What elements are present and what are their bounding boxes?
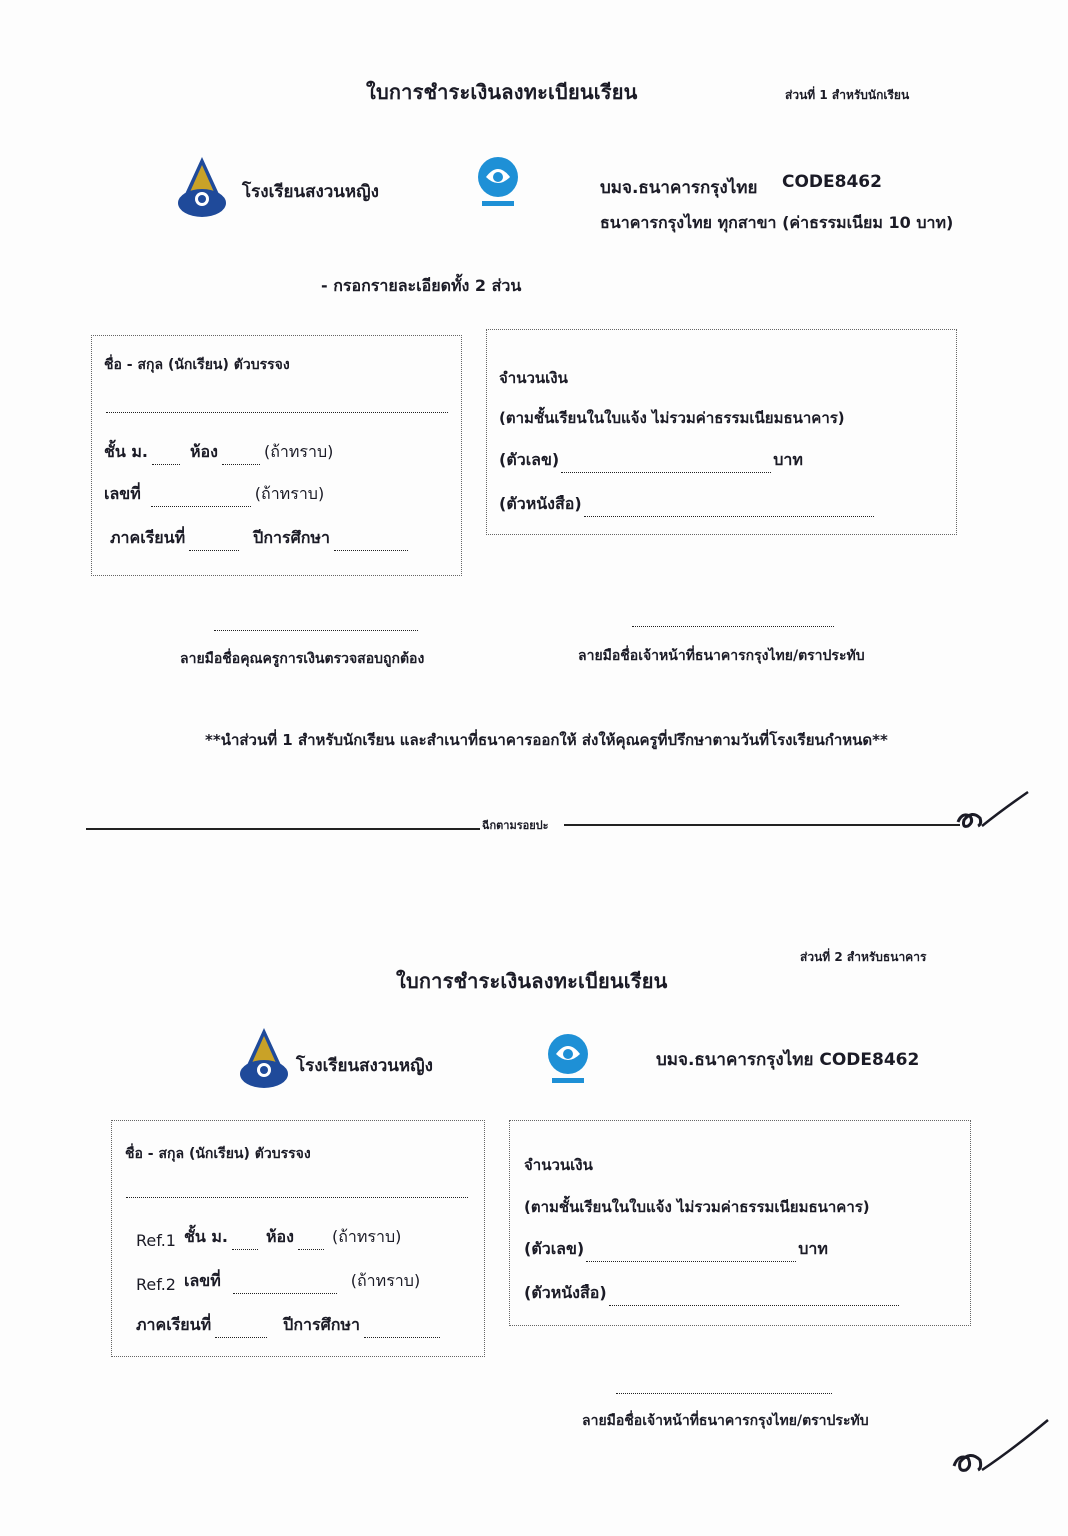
number-if-known: (ถ้าทราบ) xyxy=(350,1271,421,1290)
ref2-label: Ref.2 xyxy=(136,1275,176,1294)
part2-bank-name: บมจ.ธนาคารกรุงไทย CODE8462 xyxy=(656,1050,920,1070)
cut-line-right xyxy=(564,824,960,826)
amount-label: จำนวนเงิน xyxy=(524,1156,593,1174)
name-label: ชื่อ - สกุล (นักเรียน) ตัวบรรจง xyxy=(104,357,290,373)
room-field[interactable] xyxy=(222,450,260,465)
year-label: ปีการศึกษา xyxy=(283,1315,360,1334)
digits-label: (ตัวเลข) xyxy=(499,450,560,469)
part2-student-box xyxy=(111,1120,485,1357)
bank-signature-line[interactable] xyxy=(632,626,834,627)
amount-note: (ตามชั้นเรียนในใบแจ้ง ไม่รวมค่าธรรมเนียมธนาคาร) xyxy=(499,409,845,427)
part2-label: ส่วนที่ 2 สำหรับธนาคาร xyxy=(800,950,927,964)
class-label: ชั้น ม. xyxy=(183,1227,228,1246)
school-logo-icon xyxy=(236,1026,292,1090)
room-label: ห้อง xyxy=(265,1227,294,1246)
semester-label: ภาคเรียนที่ xyxy=(136,1315,212,1334)
words-label: (ตัวหนังสือ) xyxy=(524,1283,607,1302)
year-field[interactable] xyxy=(364,1323,440,1338)
name-field[interactable] xyxy=(106,412,448,413)
part2-title: ใบการชำระเงินลงทะเบียนเรียน xyxy=(396,969,668,993)
words-field[interactable] xyxy=(584,502,874,517)
ref1-label: Ref.1 xyxy=(136,1231,176,1250)
part2-school-name: โรงเรียนสงวนหญิง xyxy=(296,1056,433,1076)
teacher-signature-line[interactable] xyxy=(214,630,418,631)
digits-field[interactable] xyxy=(561,458,771,473)
part1-amount-box xyxy=(486,329,957,535)
part1-bank-name: บมจ.ธนาคารกรุงไทย xyxy=(600,178,758,198)
number-field[interactable] xyxy=(233,1279,337,1294)
name-field[interactable] xyxy=(126,1197,468,1198)
digits-label: (ตัวเลข) xyxy=(524,1239,585,1258)
room-field[interactable] xyxy=(298,1235,324,1250)
semester-field[interactable] xyxy=(189,536,239,551)
part1-bank-branches: ธนาคารกรุงไทย ทุกสาขา (ค่าธรรมเนียม 10 บาท) xyxy=(600,213,954,232)
bank-signature-line[interactable] xyxy=(616,1393,832,1394)
class-field[interactable] xyxy=(152,450,180,465)
baht-label: บาท xyxy=(773,450,803,469)
number-label: เลขที่ xyxy=(104,484,141,503)
room-if-known: (ถ้าทราบ) xyxy=(331,1227,402,1246)
class-field[interactable] xyxy=(232,1235,258,1250)
semester-label: ภาคเรียนที่ xyxy=(110,528,186,547)
school-logo-icon xyxy=(174,155,230,219)
room-label: ห้อง xyxy=(190,442,218,461)
bank-signature-label: ลายมือชื่อเจ้าหน้าที่ธนาคารกรุงไทย/ตราประทับ xyxy=(582,1413,869,1429)
part1-instruction: - กรอกรายละเอียดทั้ง 2 ส่วน xyxy=(321,276,522,295)
part1-school-name: โรงเรียนสงวนหญิง xyxy=(242,182,379,202)
number-field[interactable] xyxy=(151,492,251,507)
cut-label: ฉีกตามรอยปะ xyxy=(482,819,549,832)
year-field[interactable] xyxy=(334,536,408,551)
handwritten-mark-1 xyxy=(956,790,1030,832)
teacher-signature-label: ลายมือชื่อคุณครูการเงินตรวจสอบถูกต้อง xyxy=(180,651,425,667)
part1-bank-code: CODE8462 xyxy=(782,172,882,192)
semester-field[interactable] xyxy=(215,1323,267,1338)
bank-signature-label: ลายมือชื่อเจ้าหน้าที่ธนาคารกรุงไทย/ตราประทับ xyxy=(578,648,865,664)
words-label: (ตัวหนังสือ) xyxy=(499,494,582,513)
cut-line-left xyxy=(86,828,480,830)
class-label: ชั้น ม. xyxy=(104,442,148,461)
baht-label: บาท xyxy=(798,1239,828,1258)
digits-field[interactable] xyxy=(586,1247,796,1262)
part1-student-box xyxy=(91,335,462,576)
part1-label: ส่วนที่ 1 สำหรับนักเรียน xyxy=(785,88,910,102)
part1-title: ใบการชำระเงินลงทะเบียนเรียน xyxy=(366,80,638,104)
year-label: ปีการศึกษา xyxy=(253,528,330,547)
words-field[interactable] xyxy=(609,1291,899,1306)
number-label: เลขที่ xyxy=(183,1271,221,1290)
bank-logo-icon xyxy=(474,155,522,211)
name-label: ชื่อ - สกุล (นักเรียน) ตัวบรรจง xyxy=(125,1146,311,1162)
bank-logo-icon xyxy=(544,1032,592,1088)
part2-amount-box xyxy=(509,1120,971,1326)
amount-label: จำนวนเงิน xyxy=(499,369,568,387)
part1-notice: **นำส่วนที่ 1 สำหรับนักเรียน และสำเนาที่ธนาคารออกให้ ส่งให้คุณครูที่ปรึกษาตามวันที่โรงเรียนกำหนด** xyxy=(205,731,888,749)
room-if-known: (ถ้าทราบ) xyxy=(263,442,334,461)
number-if-known: (ถ้าทราบ) xyxy=(254,484,325,503)
handwritten-mark-2 xyxy=(950,1418,1050,1478)
amount-note: (ตามชั้นเรียนในใบแจ้ง ไม่รวมค่าธรรมเนียมธนาคาร) xyxy=(524,1198,870,1216)
